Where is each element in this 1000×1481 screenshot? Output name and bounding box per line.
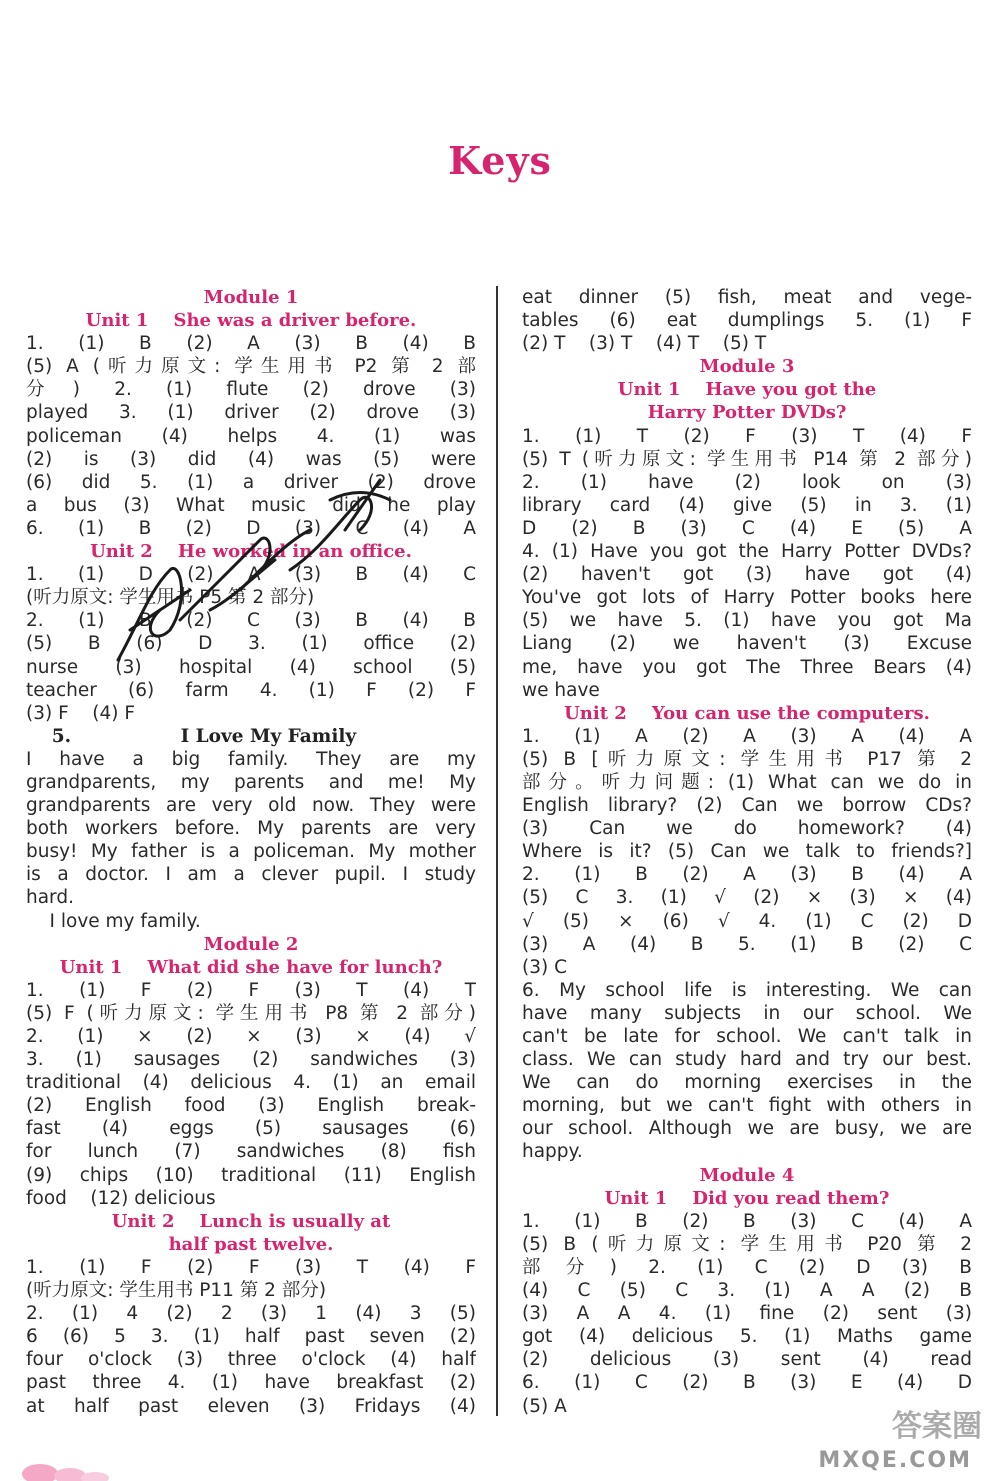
answer-line: 1. (1) B (2) A (3) B (4) B <box>26 333 476 355</box>
answer-line: have many subjects in our school. We <box>522 1002 972 1024</box>
answer-line: I love my family. <box>26 910 201 932</box>
answer-line: (5) B (听力原文: 学生用书 P20 第 2 <box>522 1233 972 1255</box>
answer-line: (3) A (4) B 5. (1) B (2) C <box>522 933 972 955</box>
answer-line: a bus (3) What music did he play <box>26 494 476 516</box>
answer-line: (2) is (3) did (4) was (5) were <box>26 448 476 470</box>
answer-line: grandparents are very old now. They were <box>26 795 476 817</box>
answer-line: (3) A A 4. (1) fine (2) sent (3) <box>522 1303 972 1325</box>
left-column <box>26 286 476 1418</box>
answer-line: busy! My father is a policeman. My mother <box>26 841 476 863</box>
unit-heading: Unit 1 Have you got the <box>617 379 877 401</box>
answer-line: 6. (1) B (2) D (3) C (4) A <box>26 517 476 539</box>
unit-heading: Harry Potter DVDs? <box>647 402 847 424</box>
unit-heading: Unit 2 He worked in an office. <box>90 541 412 563</box>
answer-line: me, have you got The Three Bears (4) <box>522 656 972 678</box>
unit-heading: Unit 2 Lunch is usually at <box>111 1210 391 1232</box>
module-heading: Module 2 <box>203 933 299 955</box>
answer-line: both workers before. My parents are very <box>26 818 476 840</box>
right-column <box>522 286 972 1418</box>
answer-line: You've got lots of Harry Potter books here <box>522 587 972 609</box>
answer-line: 2. (1) have (2) look on (3) <box>522 471 972 493</box>
answer-line: got (4) delicious 5. (1) Maths game <box>522 1326 972 1348</box>
answer-line: (4) C (5) C 3. (1) A A (2) B <box>522 1280 972 1302</box>
answer-line: (5) B [听力原文: 学生用书 P17 第 2 <box>522 748 972 770</box>
answer-line: our school. Although we are busy, we are <box>522 1118 972 1140</box>
answer-line: past three 4. (1) have breakfast (2) <box>26 1372 476 1394</box>
answer-line: is a doctor. I am a clever pupil. I study <box>26 864 476 886</box>
answer-line: (3) Can we do homework? (4) <box>522 818 972 840</box>
watermark-url: MXQE.COM <box>818 1448 972 1473</box>
answer-line: traditional (4) delicious 4. (1) an email <box>26 1072 476 1094</box>
answer-line: (5) we have 5. (1) have you got Ma <box>522 610 972 632</box>
answer-line: tables (6) eat dumplings 5. (1) F <box>522 310 972 332</box>
answer-line: (5) B (6) D 3. (1) office (2) <box>26 633 476 655</box>
answer-line: (5) T (听力原文: 学生用书 P14 第 2 部分) <box>522 448 972 470</box>
answer-line: at half past eleven (3) Fridays (4) <box>26 1395 476 1417</box>
answer-line: 2. (1) B (2) A (3) B (4) A <box>522 864 972 886</box>
answer-line: (2) delicious (3) sent (4) read <box>522 1349 972 1371</box>
unit-heading: Unit 1 She was a driver before. <box>85 310 417 332</box>
answer-line: 5. I Love My Family <box>26 725 357 747</box>
answer-line: 2. (1) B (2) C (3) B (4) B <box>26 610 476 632</box>
answer-line: for lunch (7) sandwiches (8) fish <box>26 1141 476 1163</box>
answer-line: grandparents, my parents and me! My <box>26 771 476 793</box>
unit-heading: Unit 1 Did you read them? <box>604 1187 890 1209</box>
module-heading: Module 4 <box>699 1164 795 1186</box>
watermark-chinese: 答案圈 <box>892 1409 982 1444</box>
module-heading: Module 3 <box>699 356 795 378</box>
answer-line: 部分) 2. (1) C (2) D (3) B <box>522 1256 972 1278</box>
answer-line: four o'clock (3) three o'clock (4) half <box>26 1349 476 1371</box>
answer-line: (2) T (3) T (4) T (5) T <box>522 333 767 355</box>
answer-line: (3) F (4) F <box>26 702 135 724</box>
answer-line: √ (5) × (6) √ 4. (1) C (2) D <box>522 910 972 932</box>
answer-line: 6. My school life is interesting. We can <box>522 979 972 1001</box>
answer-line: 1. (1) B (2) B (3) C (4) A <box>522 1210 972 1232</box>
answer-line: (6) did 5. (1) a driver (2) drove <box>26 471 476 493</box>
answer-line: (9) chips (10) traditional (11) English <box>26 1164 476 1186</box>
answer-line: nurse (3) hospital (4) school (5) <box>26 656 476 678</box>
answer-line: 3. (1) sausages (2) sandwiches (3) <box>26 1049 476 1071</box>
page-title: Keys <box>448 138 552 183</box>
answer-line: 2. (1) 4 (2) 2 (3) 1 (4) 3 (5) <box>26 1303 476 1325</box>
answer-line: 1. (1) A (2) A (3) A (4) A <box>522 725 972 747</box>
answer-line: 4. (1) Have you got the Harry Potter DVDs? <box>522 541 972 563</box>
answer-line: 部分。听力问题: (1) What can we do in <box>522 771 972 793</box>
answer-line: played 3. (1) driver (2) drove (3) <box>26 402 476 424</box>
answer-line: I have a big family. They are my <box>26 748 476 770</box>
answer-line: hard. <box>26 887 74 909</box>
answer-line: 分) 2. (1) flute (2) drove (3) <box>26 379 476 401</box>
answer-line: (5) C 3. (1) √ (2) × (3) × (4) <box>522 887 972 909</box>
answer-line: (5) A (听力原文: 学生用书 P2 第 2 部 <box>26 356 476 378</box>
answer-line: morning, but we can't fight with others in <box>522 1095 972 1117</box>
answer-line: we have <box>522 679 600 701</box>
answer-line: 1. (1) T (2) F (3) T (4) F <box>522 425 972 447</box>
answer-line: 2. (1) × (2) × (3) × (4) √ <box>26 1026 476 1047</box>
answer-line: (听力原文: 学生用书 P5 第 2 部分) <box>26 587 315 609</box>
answer-line: food (12) delicious <box>26 1187 216 1209</box>
answer-line: 1. (1) F (2) F (3) T (4) T <box>26 979 476 1001</box>
answer-line: 6. (1) C (2) B (3) E (4) D <box>522 1372 972 1394</box>
unit-heading: Unit 1 What did she have for lunch? <box>59 956 443 978</box>
module-heading: Module 1 <box>203 287 299 308</box>
answer-line: library card (4) give (5) in 3. (1) <box>522 494 972 516</box>
answer-line: D (2) B (3) C (4) E (5) A <box>522 517 972 539</box>
answer-line: English library? (2) Can we borrow CDs? <box>522 795 972 817</box>
answer-line: (2) English food (3) English break- <box>26 1095 476 1117</box>
answer-line: We can do morning exercises in the <box>522 1072 972 1094</box>
answer-line: happy. <box>522 1141 583 1163</box>
answer-line: Where is it? (5) Can we talk to friends?] <box>522 841 972 863</box>
answer-line: policeman (4) helps 4. (1) was <box>26 425 476 447</box>
answer-line: 1. (1) F (2) F (3) T (4) F <box>26 1256 476 1278</box>
answer-line: fast (4) eggs (5) sausages (6) <box>26 1118 476 1140</box>
answer-line: (听力原文: 学生用书 P11 第 2 部分) <box>26 1280 327 1302</box>
answer-line: class. We can study hard and try our best. <box>522 1049 972 1071</box>
answer-line: (5) F (听力原文: 学生用书 P8 第 2 部分) <box>26 1002 476 1024</box>
answer-line: 6 (6) 5 3. (1) half past seven (2) <box>26 1326 476 1348</box>
unit-heading: half past twelve. <box>168 1233 334 1255</box>
answer-line: Liang (2) we haven't (3) Excuse <box>522 633 972 655</box>
answer-line: can't be late for school. We can't talk in <box>522 1026 972 1047</box>
answer-line: (3) C <box>522 956 568 978</box>
pink-flower-decoration <box>0 1456 120 1481</box>
answer-line: (2) haven't got (3) have got (4) <box>522 564 972 586</box>
column-divider <box>496 286 498 1416</box>
answer-line: (5) A <box>522 1395 567 1417</box>
handwritten-scribble <box>110 470 400 670</box>
answer-line: 1. (1) D (2) A (3) B (4) C <box>26 564 476 586</box>
answer-line: teacher (6) farm 4. (1) F (2) F <box>26 679 476 701</box>
unit-heading: Unit 2 You can use the computers. <box>564 702 930 724</box>
answer-line: eat dinner (5) fish, meat and vege- <box>522 287 972 308</box>
